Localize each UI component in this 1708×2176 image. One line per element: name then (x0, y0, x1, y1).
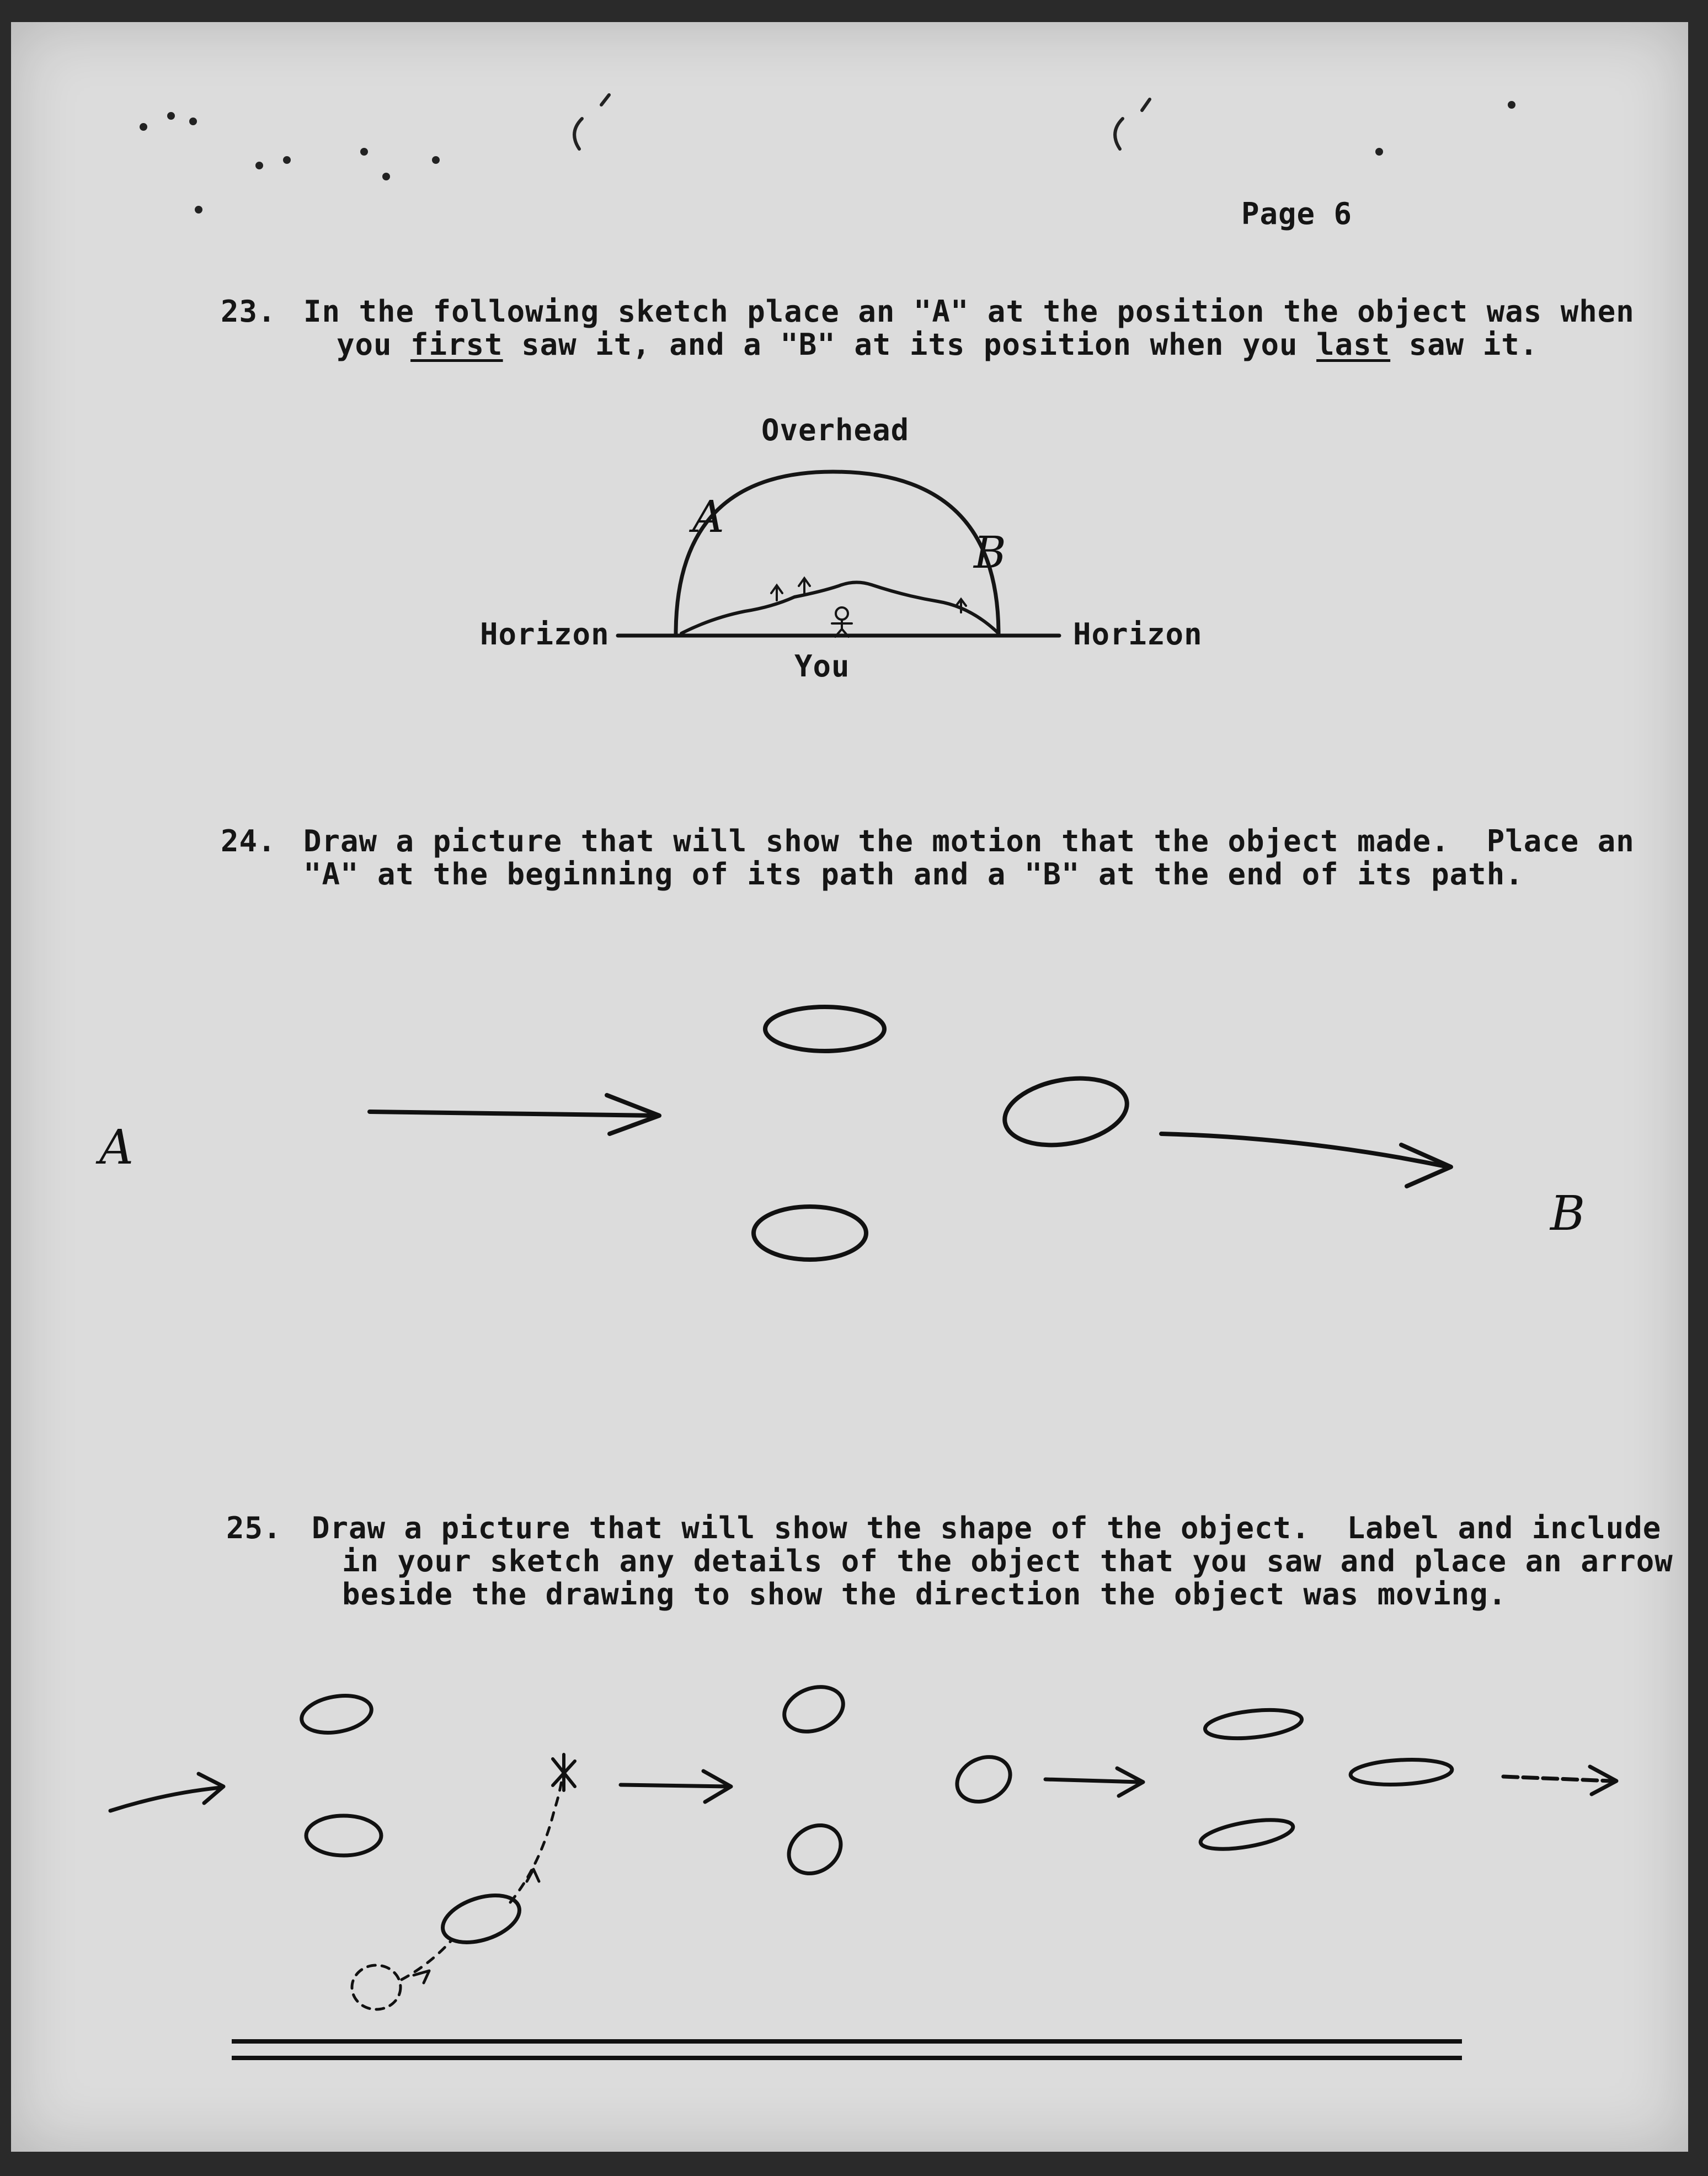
q24-mark-b: B (1550, 1186, 1586, 1241)
q25-dashed-object (352, 1965, 401, 2009)
q25-object-1 (298, 1690, 374, 1737)
q24-arrow-right (1161, 1134, 1451, 1186)
q25-line1: Draw a picture that will show the shape of the object. Label and include (312, 1511, 1662, 1545)
q25-star-mark (553, 1754, 575, 1790)
q24-object-bottom (754, 1207, 866, 1260)
bottom-double-rule (232, 2041, 1462, 2058)
q23-mark-b: B (974, 527, 1006, 578)
q25-arrow-1 (110, 1774, 223, 1811)
q25-object-6 (950, 1748, 1018, 1810)
q25-dashed-path (402, 1774, 563, 1980)
q23-line2-b: saw it, and a "B" at its position when you (503, 327, 1317, 362)
stick-figure-you (832, 607, 852, 637)
q25-line3: beside the drawing to show the direction the object was moving. (342, 1577, 1507, 1612)
q25-arrow-3 (1045, 1768, 1143, 1796)
q23-mark-a: A (692, 491, 724, 542)
q24-line1: Draw a picture that will show the motion that the object made. Place an (303, 824, 1635, 858)
q25-object-9 (1350, 1757, 1453, 1787)
q23-horizon-right-label: Horizon (1073, 617, 1203, 652)
q25-object-5 (780, 1816, 850, 1884)
q25-object-7 (1204, 1706, 1303, 1742)
q24-mark-a: A (99, 1120, 134, 1175)
q25-object-2 (306, 1816, 381, 1855)
q24-number: 24. (221, 824, 276, 858)
q24-object-middle (1000, 1069, 1133, 1154)
q25-shape-drawing (110, 1679, 1616, 2009)
q25-arrow-2 (621, 1771, 731, 1802)
q23-word-last: last (1316, 327, 1391, 362)
q25-object-4 (778, 1679, 849, 1739)
q23-line1: In the following sketch place an "A" at the position the object was when (303, 294, 1635, 329)
q23-you-label: You (794, 649, 850, 684)
q23-word-first: first (410, 327, 503, 362)
q23-line2-c: saw it. (1390, 327, 1539, 362)
drawings-layer (11, 22, 1688, 2152)
q23-number: 23. (221, 294, 276, 329)
q24-line2: "A" at the beginning of its path and a "B" at the end of its path. (303, 857, 1524, 892)
q24-motion-drawing (370, 1007, 1451, 1260)
q23-horizon-left-label: Horizon (480, 617, 610, 652)
q24-arrow-left (370, 1095, 659, 1134)
page-number: Page 6 (1241, 196, 1353, 231)
q25-line2: in your sketch any details of the object that you saw and place an arrow (342, 1544, 1673, 1578)
q25-number: 25. (226, 1511, 282, 1545)
scan-marks (141, 95, 1514, 212)
q24-object-top (765, 1007, 884, 1051)
q25-object-8 (1198, 1815, 1295, 1855)
q23-sky-diagram (618, 472, 1059, 637)
q23-overhead-label: Overhead (761, 413, 910, 447)
q25-arrow-4 (1503, 1767, 1616, 1794)
document-page (11, 22, 1688, 2152)
q23-line2-a: you (337, 327, 411, 362)
